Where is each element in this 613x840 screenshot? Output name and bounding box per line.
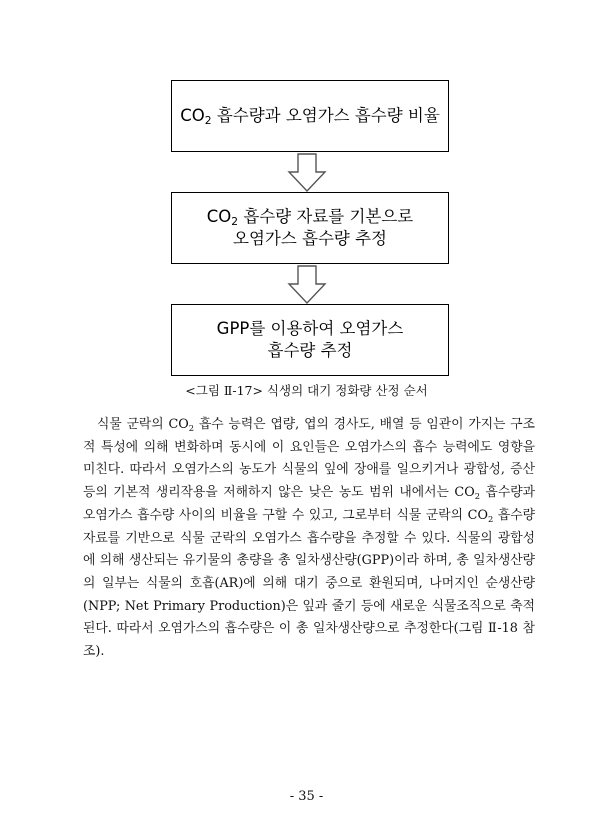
flowchart-box-co2-based-estimate-line2: 오염가스 흡수량 추정 bbox=[233, 229, 387, 248]
down-arrow-icon bbox=[287, 265, 327, 305]
figure-caption: <그림 Ⅱ-17> 식생의 대기 정화량 산정 순서 bbox=[185, 383, 428, 398]
flowchart-box-co2-ratio-text: $CO_2$ 흡수량과 오염가스 흡수량 비율 bbox=[180, 106, 440, 127]
flowchart-box-gpp-estimate-line1: GPP를 이용하여 오염가스 bbox=[216, 319, 404, 338]
flowchart-box-gpp-estimate-line2: 흡수량 추정 bbox=[267, 341, 353, 360]
flowchart-box-co2-ratio bbox=[171, 80, 449, 152]
flowchart-box-co2-based-estimate bbox=[171, 192, 449, 264]
down-arrow-icon bbox=[287, 153, 327, 193]
body-paragraph: 식물 군락의 $CO_2$ 흡수 능력은 엽량, 엽의 경사도, 배열 등 임관이 가지는 구조적 특성에 의해 변화하며 동시에 이 요인들은 오염가스의 흡수 능력에도 영향을 미친다. 따라서 오염가스의 농도가 식물의 잎에 장애를 일으키거나 광합성, 증산 등의 기본적 생리작용을 저해하지 않은 낮은 농도 범위 내에서는 $CO_2$ 흡수량과 오염가스 흡수량 사이의 비율을 구할 수 있고, 그로부터 식물 군락의 $CO_2$ 흡수량 자료를 기반으로 식물 군락의 오염가스 흡수량을 추정할 수 있다. 식물의 광합성에 의해 생산되는 유기물의 총량을 총 일차생산량(GPP)이라 하며, 총 일차생산량의 일부는 식물의 호흡(AR)에 의해 대기 중으로 환원되며, 나머지인 순생산량(NPP; Net Primary Production)은 잎과 줄기 등에 새로운 식물조직으로 축적된다. 따라서 오염가스의 흡수량은 이 총 일차생산량으로 추정한다(그림 Ⅱ-18 참조). bbox=[83, 417, 536, 660]
flowchart-box-gpp-estimate bbox=[171, 304, 449, 376]
page-number: - 35 - bbox=[289, 789, 324, 804]
flowchart-box-co2-based-estimate-line1: $CO_2$ 흡수량 자료를 기본으로 bbox=[206, 207, 414, 228]
